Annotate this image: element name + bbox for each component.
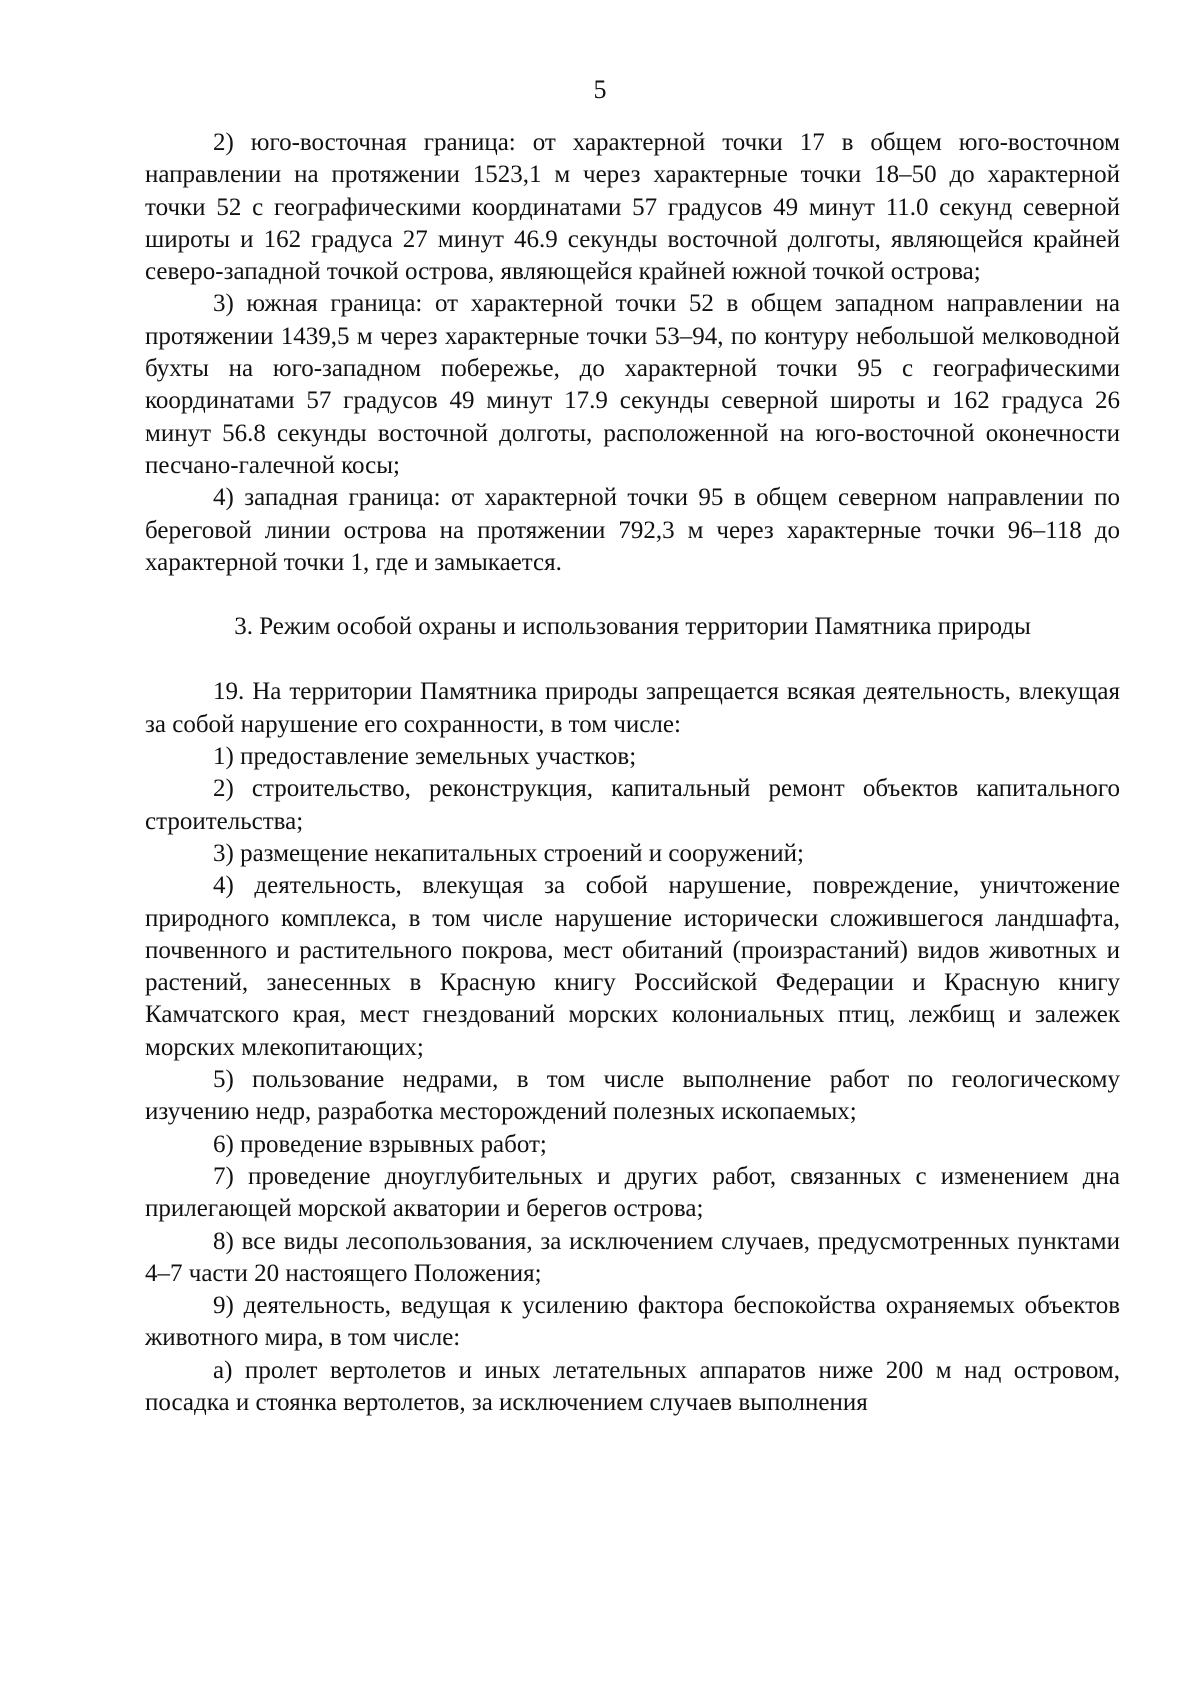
list-item-8: 8) все виды лесопользования, за исключением случаев, предусмотренных пунктами 4–7 части 20 настоящего Положения; <box>145 1227 1120 1287</box>
list-item-6: 6) проведение взрывных работ; <box>213 1130 547 1158</box>
list-item-2: 2) строительство, реконструкция, капитальный ремонт объектов капитального строительства; <box>145 775 1120 835</box>
list-item-5: 5) пользование недрами, в том числе выполнение работ по геологическому изучению недр, разработка месторождений полезных ископаемых; <box>145 1066 1120 1126</box>
section-heading: 3. Режим особой охраны и использования территории Памятника природы <box>234 613 1031 641</box>
list-item-7: 7) проведение дноуглубительных и других работ, связанных с изменением дна прилегающей морской акватории и берегов острова; <box>145 1162 1120 1223</box>
page-number: 5 <box>593 75 607 104</box>
paragraph-southeast-border: 2) юго-восточная граница: от характерной точки 17 в общем юго-восточном направлении на протяжении 1523,1 м через характерные точки 18–50 до характерной точки 52 с географическими координатами 57 градусов 49 минут 11.0 секунд северной широты и 162 градуса 27 минут 46.9 секунды восточной долготы, являющейся крайней северо-западной точкой острова, являющейся крайней южной точкой острова; <box>145 129 1120 286</box>
paragraph-item-19: 19. На территории Памятника природы запрещается всякая деятельность, влекущая за собой нарушение его сохранности, в том числе: <box>145 678 1120 738</box>
list-item-1: 1) предоставление земельных участков; <box>213 743 637 771</box>
list-item-9a: а) пролет вертолетов и иных летательных аппаратов ниже 200 м над островом, посадка и стоянка вертолетов, за исключением случаев выполнения <box>145 1356 1120 1416</box>
list-item-9: 9) деятельность, ведущая к усилению фактора беспокойства охраняемых объектов животного мира, в том числе: <box>145 1292 1120 1352</box>
list-item-3: 3) размещение некапитальных строений и сооружений; <box>213 839 804 867</box>
paragraph-west-border: 4) западная граница: от характерной точки 95 в общем северном направлении по береговой линии острова на протяжении 792,3 м через характерные точки 96–118 до характерной точки 1, где и замыкается. <box>145 484 1120 576</box>
document-body <box>145 127 1120 1419</box>
list-item-4: 4) деятельность, влекущая за собой нарушение, повреждение, уничтожение природного комплекса, в том числе нарушение исторически сложившегося ландшафта, почвенного и растительного покрова, мест обитаний (произрастаний) видов животных и растений, занесенных в Красную книгу Российской Федерации и Красную книгу Камчатского края, мест гнездований морских колониальных птиц, лежбищ и залежек морских млекопитающих; <box>145 872 1120 1061</box>
paragraph-south-border: 3) южная граница: от характерной точки 52 в общем западном направлении на протяжении 1439,5 м через характерные точки 53–94, по контуру небольшой мелководной бухты на юго-западном побережье, до характерной точки 95 с географическими координатами 57 градусов 49 минут 17.9 секунды северной широты и 162 градуса 26 минут 56.8 секунды восточной долготы, расположенной на юго-восточной оконечности песчано-галечной косы; <box>145 290 1120 479</box>
